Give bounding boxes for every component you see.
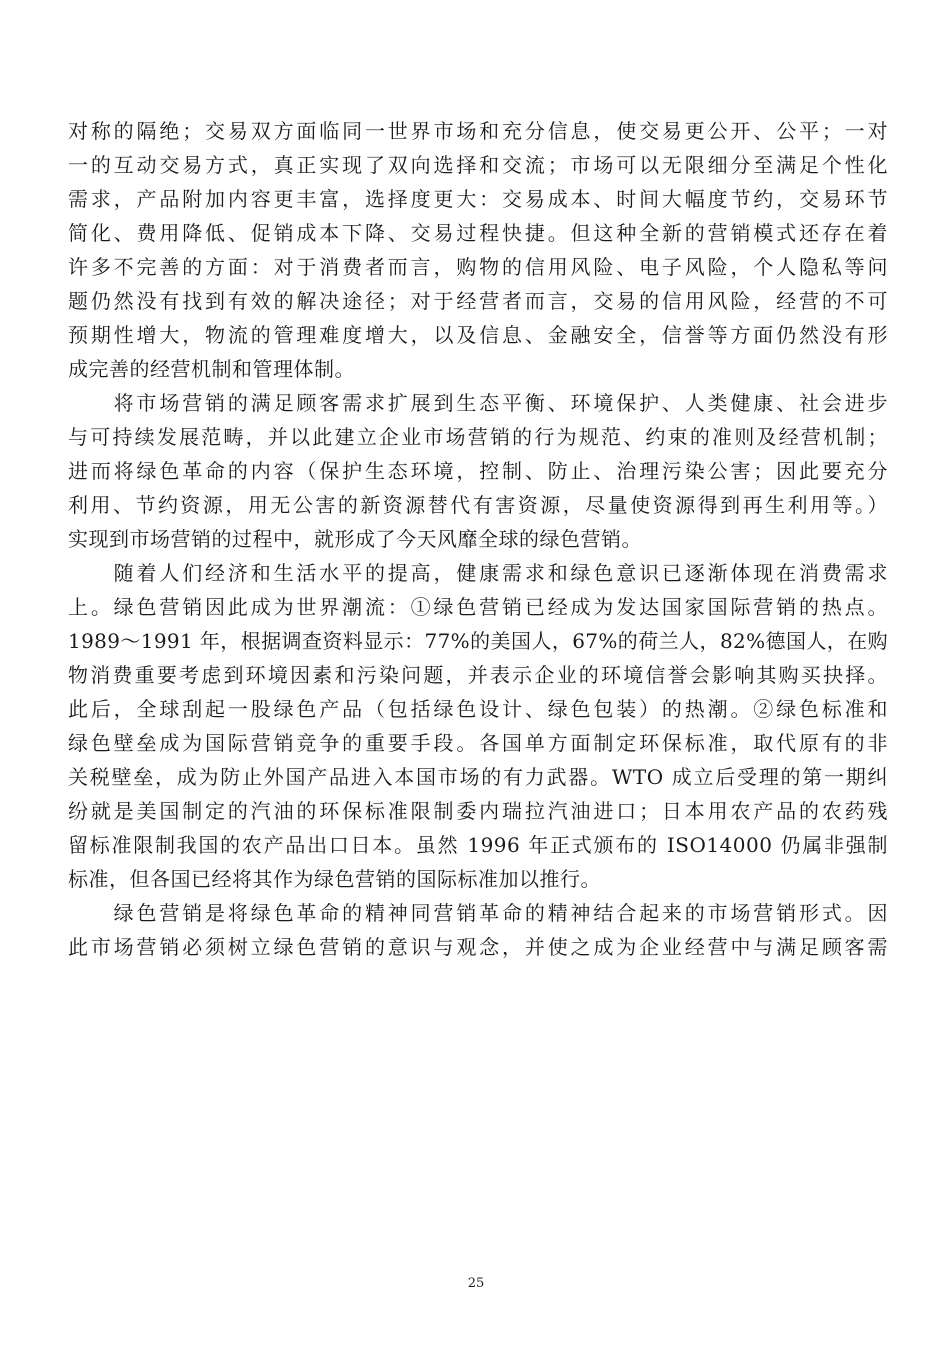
paragraph — [68, 114, 888, 386]
text-line: 实现到市场营销的过程中，就形成了今天风靡全球的绿色营销。 — [68, 527, 642, 551]
text-line: 留标准限制我国的农产品出口日本。虽然 1996 年正式颁布的 ISO14000 仍属非强制 — [68, 833, 888, 857]
text-line: 预期性增大，物流的管理难度增大，以及信息、金融安全，信誉等方面仍然没有形 — [68, 323, 888, 347]
paragraph — [68, 896, 888, 964]
text-line: 进而将绿色革命的内容（保护生态环境，控制、防止、治理污染公害；因此要充分 — [68, 459, 888, 483]
text-line: 与可持续发展范畴，并以此建立企业市场营销的行为规范、约束的准则及经营机制； — [68, 425, 888, 449]
text-line: 1989～1991 年，根据调查资料显示：77%的美国人，67%的荷兰人，82%德国人，在购 — [68, 629, 888, 653]
text-line: 一的互动交易方式，真正实现了双向选择和交流；市场可以无限细分至满足个性化 — [68, 153, 888, 177]
paragraph — [68, 386, 888, 556]
page-number: 25 — [467, 1276, 485, 1291]
text-line: 简化、费用降低、促销成本下降、交易过程快捷。但这种全新的营销模式还存在着 — [68, 221, 888, 245]
text-line: 上。绿色营销因此成为世界潮流：①绿色营销已经成为发达国家国际营销的热点。 — [68, 595, 888, 619]
body-text — [68, 114, 888, 964]
text-line: 需求，产品附加内容更丰富，选择度更大：交易成本、时间大幅度节约，交易环节 — [68, 187, 888, 211]
text-line: 物消费重要考虑到环境因素和污染问题，并表示企业的环境信誉会影响其购买抉择。 — [68, 663, 888, 687]
text-line: 绿色营销是将绿色革命的精神同营销革命的精神结合起来的市场营销形式。因 — [68, 901, 888, 925]
text-line: 关税壁垒，成为防止外国产品进入本国市场的有力武器。WTO 成立后受理的第一期纠 — [68, 765, 888, 789]
text-line: 成完善的经营机制和管理体制。 — [68, 357, 355, 381]
text-line: 纷就是美国制定的汽油的环保标准限制委内瑞拉汽油进口；日本用农产品的农药残 — [68, 799, 888, 823]
text-line: 绿色壁垒成为国际营销竞争的重要手段。各国单方面制定环保标准，取代原有的非 — [68, 731, 888, 755]
text-line: 此市场营销必须树立绿色营销的意识与观念，并使之成为企业经营中与满足顾客需 — [68, 935, 888, 959]
text-line: 许多不完善的方面：对于消费者而言，购物的信用风险、电子风险，个人隐私等问 — [68, 255, 888, 279]
text-line: 题仍然没有找到有效的解决途径；对于经营者而言，交易的信用风险，经营的不可 — [68, 289, 888, 313]
text-line: 将市场营销的满足顾客需求扩展到生态平衡、环境保护、人类健康、社会进步 — [68, 391, 888, 415]
text-line: 此后，全球刮起一股绿色产品（包括绿色设计、绿色包装）的热潮。②绿色标准和 — [68, 697, 888, 721]
text-line: 对称的隔绝；交易双方面临同一世界市场和充分信息，使交易更公开、公平；一对 — [68, 119, 888, 143]
text-line: 标准，但各国已经将其作为绿色营销的国际标准加以推行。 — [68, 867, 601, 891]
text-line: 随着人们经济和生活水平的提高，健康需求和绿色意识已逐渐体现在消费需求 — [68, 561, 888, 585]
paragraph — [68, 556, 888, 896]
text-line: 利用、节约资源，用无公害的新资源替代有害资源，尽量使资源得到再生利用等。） — [68, 493, 888, 517]
